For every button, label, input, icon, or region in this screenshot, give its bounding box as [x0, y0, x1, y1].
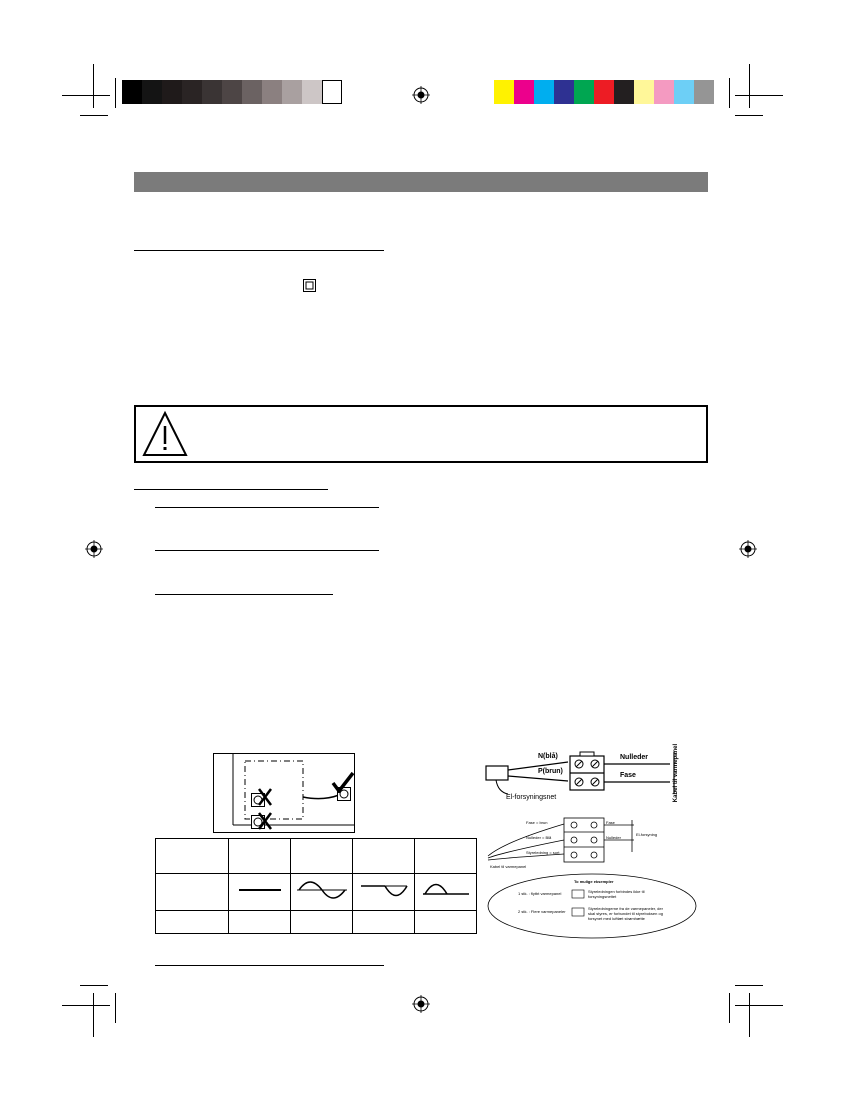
color-swatch — [654, 80, 674, 104]
subheading-underline — [155, 550, 379, 551]
registration-mark-icon — [412, 86, 430, 104]
color-swatch — [614, 80, 634, 104]
label-phase: Fase — [620, 772, 636, 779]
color-swatch — [674, 80, 694, 104]
color-swatch — [122, 80, 142, 104]
color-swatch — [634, 80, 654, 104]
example-2-label: 2 stk. : Flere varmepaneler — [518, 909, 566, 914]
bottom-right-phase: Fase — [606, 820, 615, 825]
warning-box — [134, 405, 708, 463]
color-swatch — [142, 80, 162, 104]
waveform-full-icon — [235, 878, 285, 902]
registration-mark-icon — [412, 995, 430, 1013]
color-swatch — [282, 80, 302, 104]
color-swatch — [202, 80, 222, 104]
heading-underline — [134, 250, 384, 251]
grayscale-swatch-bar — [122, 80, 342, 104]
color-swatch — [514, 80, 534, 104]
section-header-bar — [134, 172, 708, 192]
oval-title: To mulige eksempler — [574, 879, 614, 884]
check-mark-icon — [331, 771, 355, 793]
table-row — [156, 839, 477, 874]
heading-underline — [155, 965, 384, 966]
registration-mark-icon — [739, 540, 757, 558]
label-cable-vertical: Kabel til varmepanel — [673, 743, 679, 803]
example-1-desc: Styreledningen forbindes ikke til forsyningsnettet — [588, 889, 645, 899]
waveform-table — [155, 838, 477, 934]
table-row — [156, 874, 477, 911]
subheading-underline — [155, 594, 333, 595]
wiring-diagram-bottom — [484, 812, 708, 940]
wire-label-blue: N(blå) — [538, 753, 558, 760]
color-swatch — [574, 80, 594, 104]
color-swatch — [494, 80, 514, 104]
wire-label-brown: P(brun) — [538, 768, 563, 775]
bottom-right-supply: El-forsyning — [636, 832, 658, 837]
subheading-underline — [155, 507, 379, 508]
waveform-positive-half-icon — [419, 877, 473, 903]
waveform-sine-icon — [295, 877, 349, 903]
label-neutral: Nulleder — [620, 754, 649, 761]
warning-triangle-icon — [142, 410, 188, 458]
installation-diagram — [213, 753, 355, 833]
label-supply: El-forsyningsnet — [506, 794, 557, 801]
bottom-right-neutral: Nulleder — [606, 835, 621, 840]
bottom-wire-phase: Fase = brun — [526, 820, 548, 825]
color-swatch — [554, 80, 574, 104]
color-swatch — [302, 80, 322, 104]
color-swatch — [594, 80, 614, 104]
bottom-wire-control: Styreledning = sort — [526, 850, 560, 855]
bottom-left-cable: Kabel til varmepanel — [490, 864, 527, 869]
double-square-icon — [303, 279, 316, 292]
example-2-desc: Styreledningerne fra de varmepaneler, der skal styres, er forbundet til styreboksen og forsynet med lufttæt strømhætte — [588, 906, 663, 921]
color-swatch — [182, 80, 202, 104]
color-swatch — [694, 80, 714, 104]
waveform-negative-half-icon — [357, 877, 411, 903]
color-swatch — [242, 80, 262, 104]
example-1-label: 1 stk. : flytbt varmepanel — [518, 891, 562, 896]
color-swatch — [262, 80, 282, 104]
color-swatch — [162, 80, 182, 104]
bottom-wire-neutral: Nulleder = Blå — [526, 835, 552, 840]
heading-underline — [134, 489, 328, 490]
wiring-diagram-top — [484, 743, 708, 808]
cross-mark-icon — [257, 787, 273, 807]
color-swatch — [322, 80, 342, 104]
cross-mark-icon — [257, 811, 273, 831]
color-swatch — [222, 80, 242, 104]
color-swatch-bar — [494, 80, 714, 104]
registration-mark-icon — [85, 540, 103, 558]
table-row — [156, 911, 477, 934]
color-swatch — [534, 80, 554, 104]
